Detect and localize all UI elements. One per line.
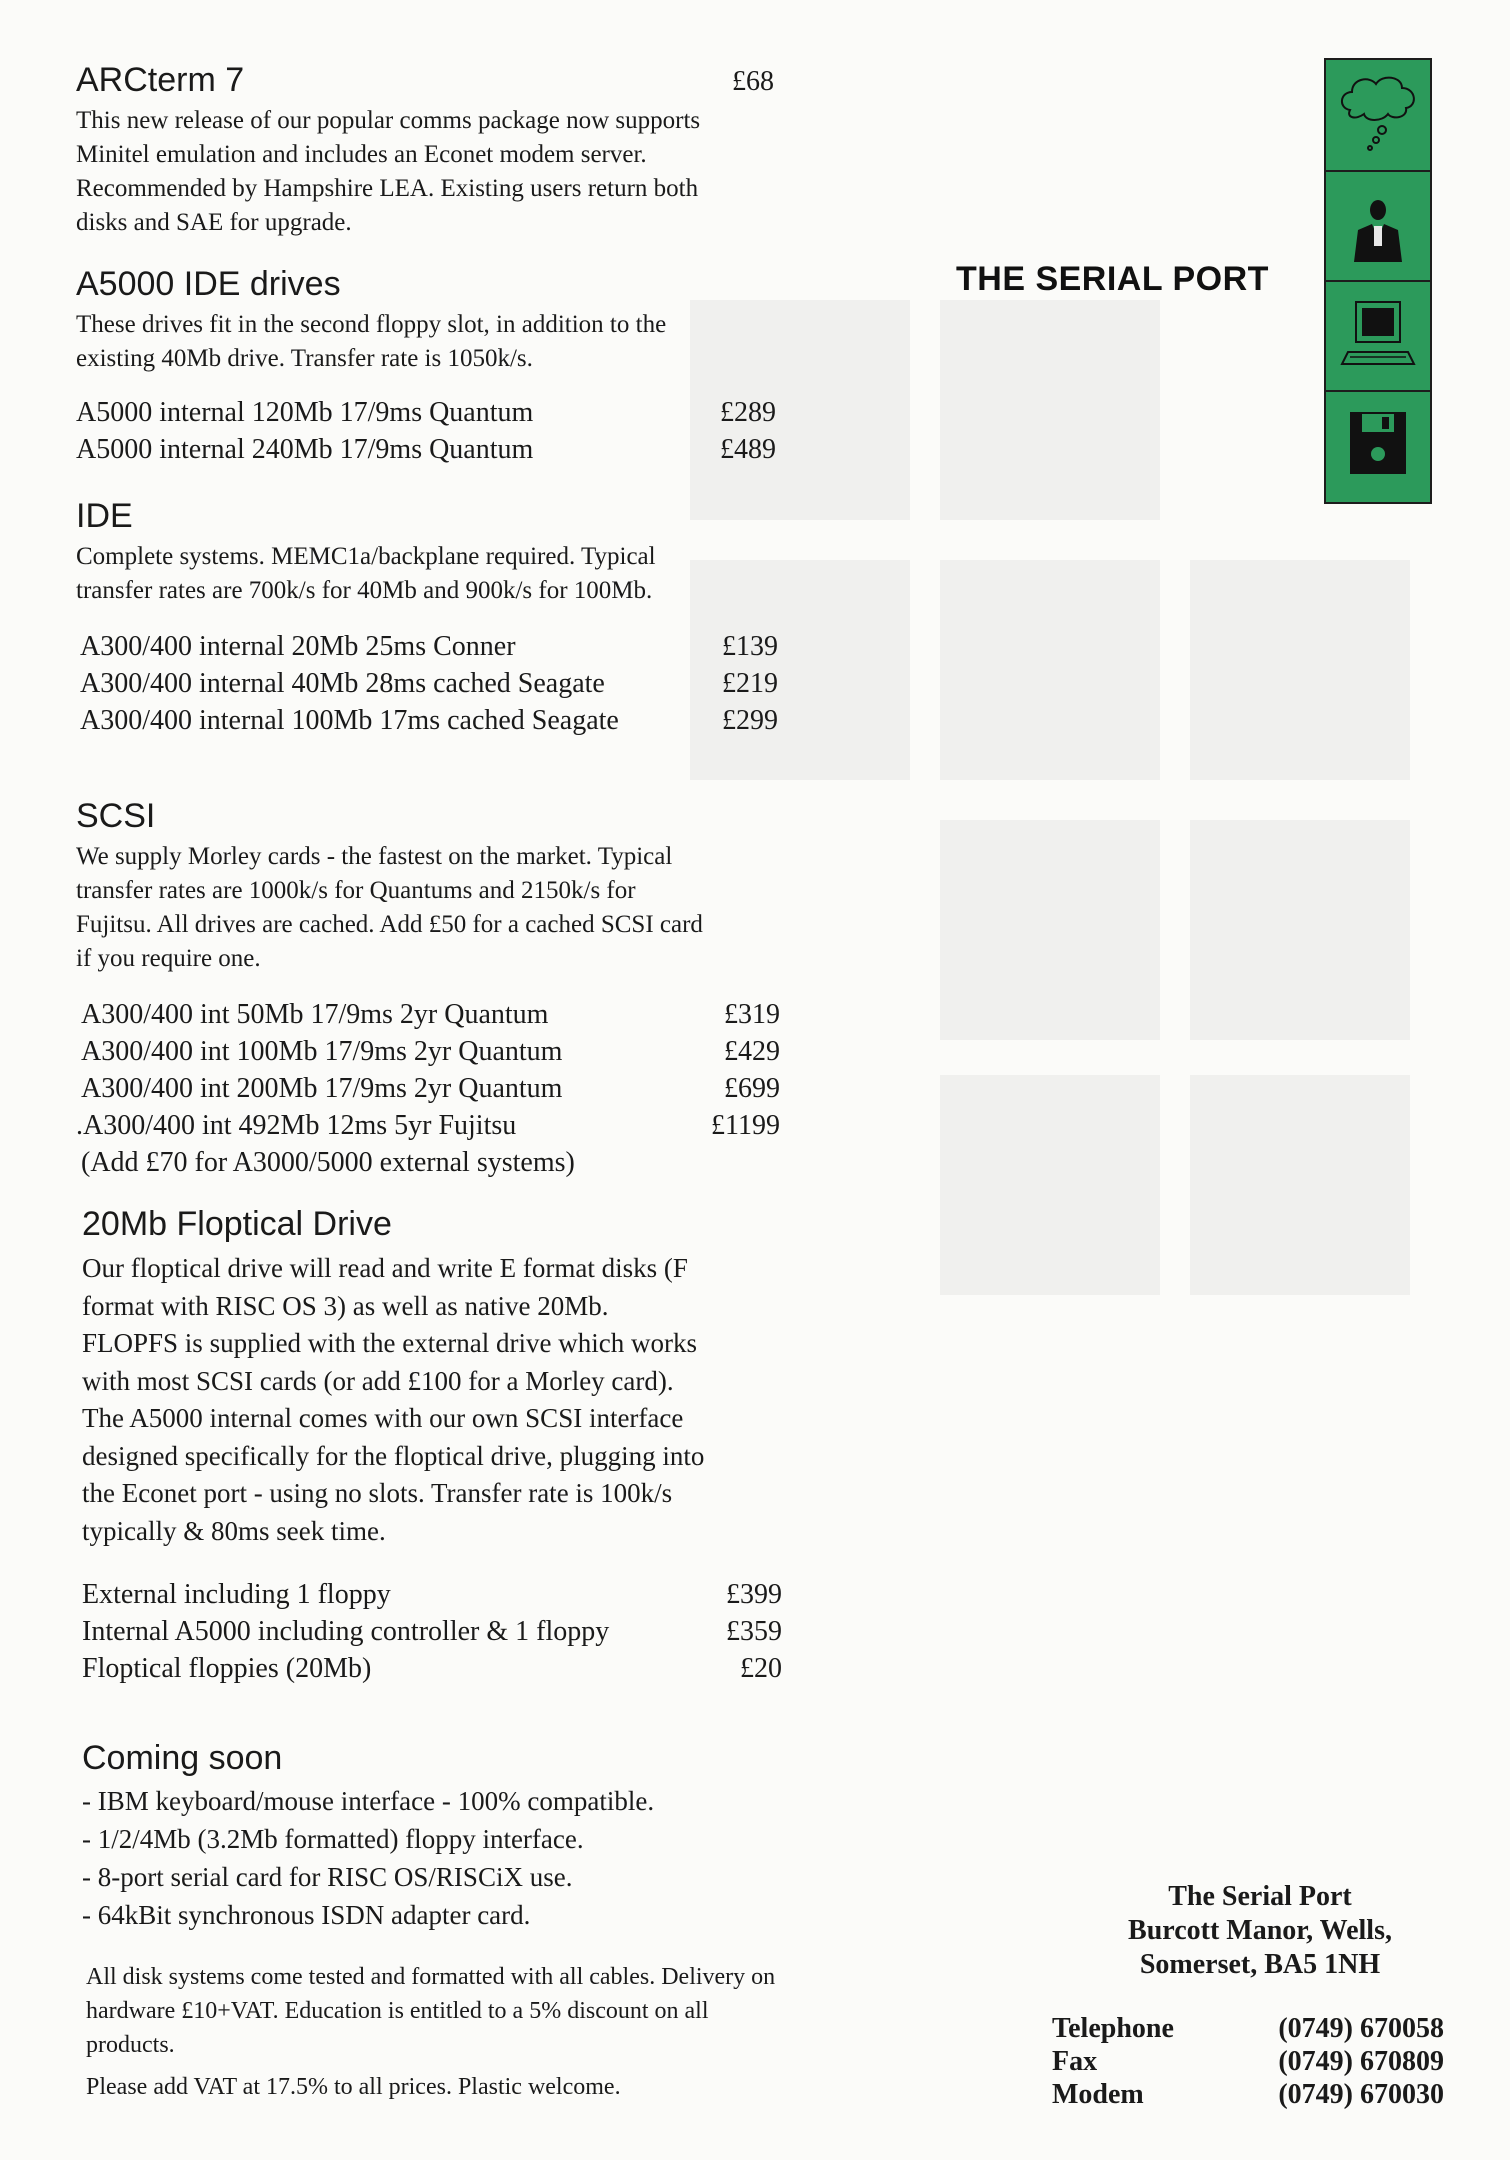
ide-price-list xyxy=(76,628,778,739)
a5000-ide-section xyxy=(76,264,796,468)
list-item: A5000 internal 240Mb 17/9ms Quantum £489 xyxy=(76,434,776,465)
floptical-section xyxy=(82,1204,802,1687)
contact-numbers xyxy=(1052,2012,1444,2111)
coming-soon-list xyxy=(82,1782,802,1934)
scsi-external-note: (Add £70 for A3000/5000 external systems) xyxy=(81,1147,575,1178)
list-item: - 64kBit synchronous ISDN adapter card. xyxy=(82,1900,531,1930)
person-icon xyxy=(1326,170,1430,282)
floptical-price-list xyxy=(82,1576,782,1687)
contact-label: Fax xyxy=(1052,2046,1098,2077)
vat-text: Please add VAT at 17.5% to all prices. Plastic welcome. xyxy=(86,2074,621,2100)
contact-label: Telephone xyxy=(1052,2013,1174,2044)
terms-footer xyxy=(86,1960,776,2104)
terms-text: All disk systems come tested and formatted with all cables. Delivery on hardware £10+VAT. Education is entitled to a 5% discount on all products. xyxy=(86,1964,776,2058)
list-item: .A300/400 int 492Mb 12ms 5yr Fujitsu £1199 xyxy=(76,1110,780,1141)
list-item: A300/400 int 50Mb 17/9ms 2yr Quantum £319 xyxy=(81,999,780,1030)
list-item: - 1/2/4Mb (3.2Mb formatted) floppy interface. xyxy=(82,1824,584,1854)
contact-row-telephone xyxy=(1052,2012,1444,2045)
background-print-through xyxy=(940,1075,1160,1295)
contact-value: (0749) 670030 xyxy=(1278,2079,1444,2110)
background-print-through xyxy=(1190,820,1410,1040)
list-item: Internal A5000 including controller & 1 floppy £359 xyxy=(82,1616,782,1647)
arcterm-heading: ARCterm 7 xyxy=(76,61,245,99)
scsi-description: We supply Morley cards - the fastest on the market. Typical transfer rates are 1000k/s for Quantums and 2150k/s for Fujitsu. All drives are cached. Add £50 for a cached SCSI card if you require one. xyxy=(76,843,703,972)
list-item: - 8-port serial card for RISC OS/RISCiX use. xyxy=(82,1862,573,1892)
list-item: Floptical floppies (20Mb) £20 xyxy=(82,1653,782,1684)
background-print-through xyxy=(940,820,1160,1040)
arcterm-price: £68 xyxy=(732,66,774,97)
scsi-price-list xyxy=(76,996,780,1144)
company-address xyxy=(1040,1880,1480,1982)
contact-value: (0749) 670809 xyxy=(1278,2046,1444,2077)
list-item: A300/400 internal 100Mb 17ms cached Seagate £299 xyxy=(80,705,778,736)
computer-icon xyxy=(1326,280,1430,392)
floptical-description: Our floptical drive will read and write E format disks (F format with RISC OS 3) as well as native 20Mb. FLOPFS is supplied with the external drive which works with most SCSI cards (or add £100 for a Morley card). The A5000 internal comes with our own SCSI interface designed specifically for the floptical drive, plugging into the Econet port - using no slots. Transfer rate is 100k/s typically & 80ms seek time. xyxy=(82,1253,705,1546)
ide-heading: IDE xyxy=(76,497,133,535)
arcterm-section xyxy=(76,60,796,240)
scsi-heading: SCSI xyxy=(76,797,156,835)
coming-soon-section xyxy=(82,1738,802,1934)
a5000-ide-heading: A5000 IDE drives xyxy=(76,265,341,303)
contact-row-fax xyxy=(1052,2045,1444,2078)
background-print-through xyxy=(940,300,1160,520)
brand-name: THE SERIAL PORT xyxy=(956,260,1269,298)
serial-port-logo xyxy=(1324,58,1432,504)
arcterm-description: This new release of our popular comms package now supports Minitel emulation and includes an Econet modem server. Recommended by Hampshire LEA. Existing users return both disks and SAE for upgrade. xyxy=(76,107,701,236)
list-item: A5000 internal 120Mb 17/9ms Quantum £289 xyxy=(76,397,776,428)
list-item: A300/400 int 100Mb 17/9ms 2yr Quantum £429 xyxy=(81,1036,780,1067)
ide-section xyxy=(76,496,796,739)
list-item: - IBM keyboard/mouse interface - 100% compatible. xyxy=(82,1786,655,1816)
address-line: Burcott Manor, Wells, xyxy=(1128,1915,1392,1946)
background-print-through xyxy=(1190,1075,1410,1295)
coming-soon-heading: Coming soon xyxy=(82,1739,283,1777)
address-line: Somerset, BA5 1NH xyxy=(1139,1949,1381,1980)
contact-row-modem xyxy=(1052,2078,1444,2111)
scsi-section xyxy=(76,796,796,1181)
list-item: External including 1 floppy £399 xyxy=(82,1579,782,1610)
thought-cloud-icon xyxy=(1326,60,1430,172)
floppy-disk-icon xyxy=(1326,390,1430,500)
contact-value: (0749) 670058 xyxy=(1278,2013,1444,2044)
a5000-ide-price-list xyxy=(76,394,776,468)
a5000-ide-description: These drives fit in the second floppy slot, in addition to the existing 40Mb drive. Transfer rate is 1050k/s. xyxy=(76,311,667,372)
list-item: A300/400 internal 20Mb 25ms Conner £139 xyxy=(80,631,778,662)
floptical-heading: 20Mb Floptical Drive xyxy=(82,1205,392,1243)
background-print-through xyxy=(1190,560,1410,780)
background-print-through xyxy=(940,560,1160,780)
list-item: A300/400 internal 40Mb 28ms cached Seagate £219 xyxy=(80,668,778,699)
list-item: A300/400 int 200Mb 17/9ms 2yr Quantum £699 xyxy=(81,1073,780,1104)
contact-label: Modem xyxy=(1052,2079,1144,2110)
ide-description: Complete systems. MEMC1a/backplane required. Typical transfer rates are 700k/s for 40Mb and 900k/s for 100Mb. xyxy=(76,543,656,604)
address-line: The Serial Port xyxy=(1168,1881,1352,1912)
